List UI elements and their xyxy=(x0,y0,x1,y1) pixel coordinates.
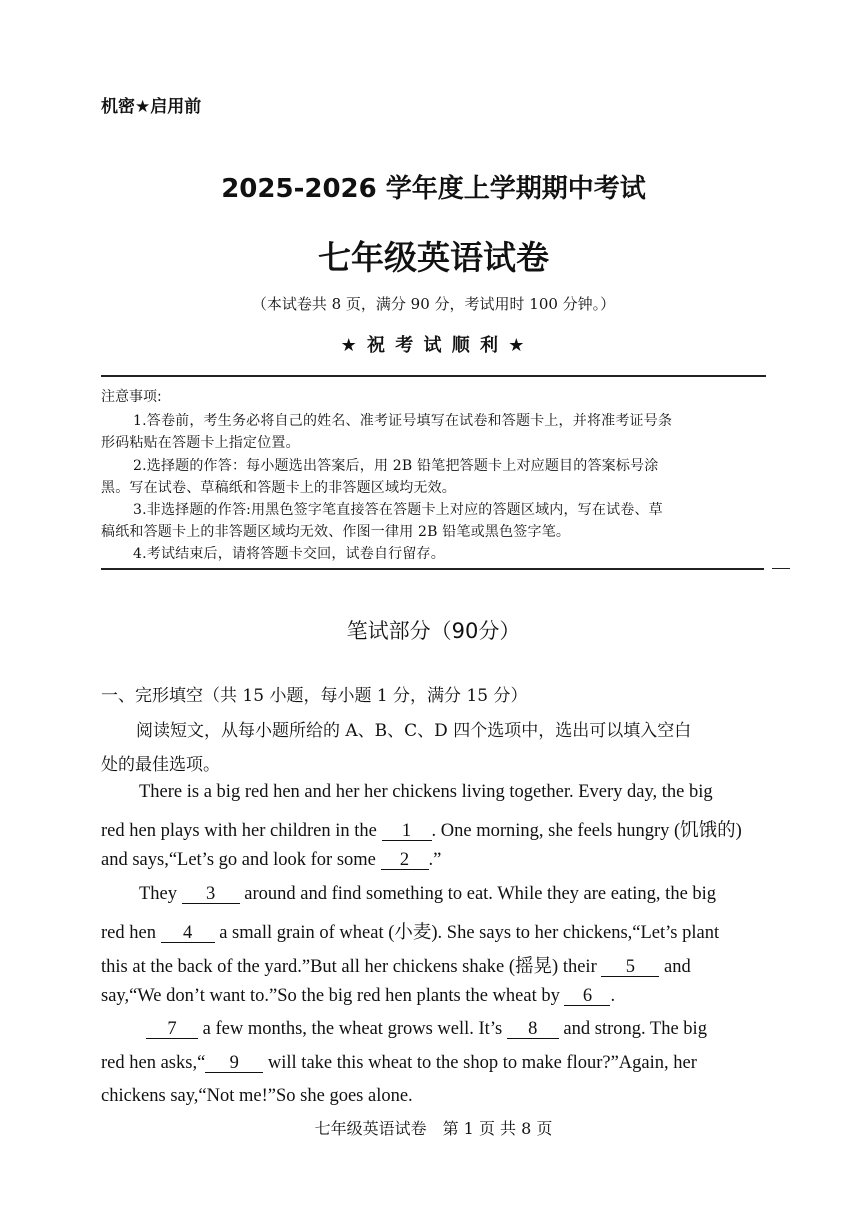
notice-line: 形码粘贴在答题卡上指定位置。 xyxy=(101,435,300,451)
notice-bottom-divider xyxy=(101,568,764,570)
paper-info: （本试卷共 8 页，满分 90 分，考试用时 100 分钟。） xyxy=(251,295,616,313)
blank-9: 9 xyxy=(205,1054,263,1073)
part-title: 一、完形填空（共 15 小题，每小题 1 分，满分 15 分） xyxy=(101,686,528,706)
notice-line: 3.非选择题的作答:用黑色签字笔直接答在答题卡上对应的答题区域内，写在试卷、草 xyxy=(133,502,663,518)
passage-line xyxy=(101,1053,697,1074)
paper-title: 七年级英语试卷 xyxy=(318,238,549,277)
blank-1: 1 xyxy=(382,822,432,841)
passage-text: They xyxy=(139,884,182,904)
confidential-label: 机密★启用前 xyxy=(101,97,202,117)
notice-line: 黑。写在试卷、草稿纸和答题卡上的非答题区域均无效。 xyxy=(101,480,456,496)
passage-text: and says,“Let’s go and look for some xyxy=(101,850,381,870)
passage-line xyxy=(146,1019,707,1040)
instruction-line: 处的最佳选项。 xyxy=(101,755,220,775)
divider-fragment xyxy=(772,568,790,569)
notice-line: 1.答卷前，考生务必将自己的姓名、准考证号填写在试卷和答题卡上，并将准考证号条 xyxy=(133,413,673,429)
instruction-line: 阅读短文，从每小题所给的 A、B、C、D 四个选项中，选出可以填入空白 xyxy=(136,721,692,741)
blank-5: 5 xyxy=(601,958,659,977)
passage-line xyxy=(101,918,719,944)
passage-text: red hen plays with her children in the xyxy=(101,821,382,841)
blank-3: 3 xyxy=(182,885,240,904)
passage-text: . One morning, she feels hungry (饥饿的) xyxy=(431,821,742,841)
blank-8: 8 xyxy=(507,1020,559,1039)
passage-text: this at the back of the yard.”But all her chickens shake (摇晃) their xyxy=(101,957,602,977)
passage-text: will take this wheat to the shop to make flour?”Again, her xyxy=(263,1053,697,1073)
notice-line: 2.选择题的作答：每小题选出答案后，用 2B 铅笔把答题卡上对应题目的答案标号涂 xyxy=(133,458,659,474)
blank-2: 2 xyxy=(381,851,429,870)
passage-line xyxy=(101,850,441,871)
passage-line xyxy=(139,884,716,905)
notice-line: 稿纸和答题卡上的非答题区域均无效、作图一律用 2B 铅笔或黑色签字笔。 xyxy=(101,524,571,540)
passage-text: red hen xyxy=(101,923,161,943)
section-title: 笔试部分（90分） xyxy=(346,619,521,643)
passage-text: around and find something to eat. While they are eating, the big xyxy=(239,884,717,904)
blank-6: 6 xyxy=(564,987,610,1006)
notice-heading: 注意事项: xyxy=(101,389,162,405)
passage-line xyxy=(101,816,742,842)
passage-text: . xyxy=(610,986,616,1006)
passage-text: red hen asks,“ xyxy=(101,1053,206,1073)
passage-text: and strong. The big xyxy=(558,1019,707,1039)
notice-line: 4.考试结束后，请将答题卡交回，试卷自行留存。 xyxy=(133,546,445,562)
passage-text: There is a big red hen and her her chickens living together. Every day, the big xyxy=(139,782,713,802)
passage-line xyxy=(101,986,615,1007)
blessing-text: ★ 祝 考 试 顺 利 ★ xyxy=(340,335,527,356)
passage-text: a few months, the wheat grows well. It’s xyxy=(198,1019,507,1039)
blank-4: 4 xyxy=(161,924,215,943)
passage-line xyxy=(139,782,713,803)
passage-text: say,“We don’t want to.”So the big red hen plants the wheat by xyxy=(101,986,565,1006)
passage-text: chickens say,“Not me!”So she goes alone. xyxy=(101,1086,413,1106)
passage-line xyxy=(101,952,691,978)
page-footer: 七年级英语试卷 第 1 页 共 8 页 xyxy=(314,1119,553,1138)
passage-line xyxy=(101,1086,413,1107)
blank-7: 7 xyxy=(146,1020,198,1039)
exam-title: 2025-2026 学年度上学期期中考试 xyxy=(221,174,646,204)
passage-text: and xyxy=(659,957,691,977)
passage-text: a small grain of wheat (小麦). She says to her chickens,“Let’s plant xyxy=(214,923,720,943)
passage-text: .” xyxy=(428,850,442,870)
notice-top-divider xyxy=(101,375,766,377)
